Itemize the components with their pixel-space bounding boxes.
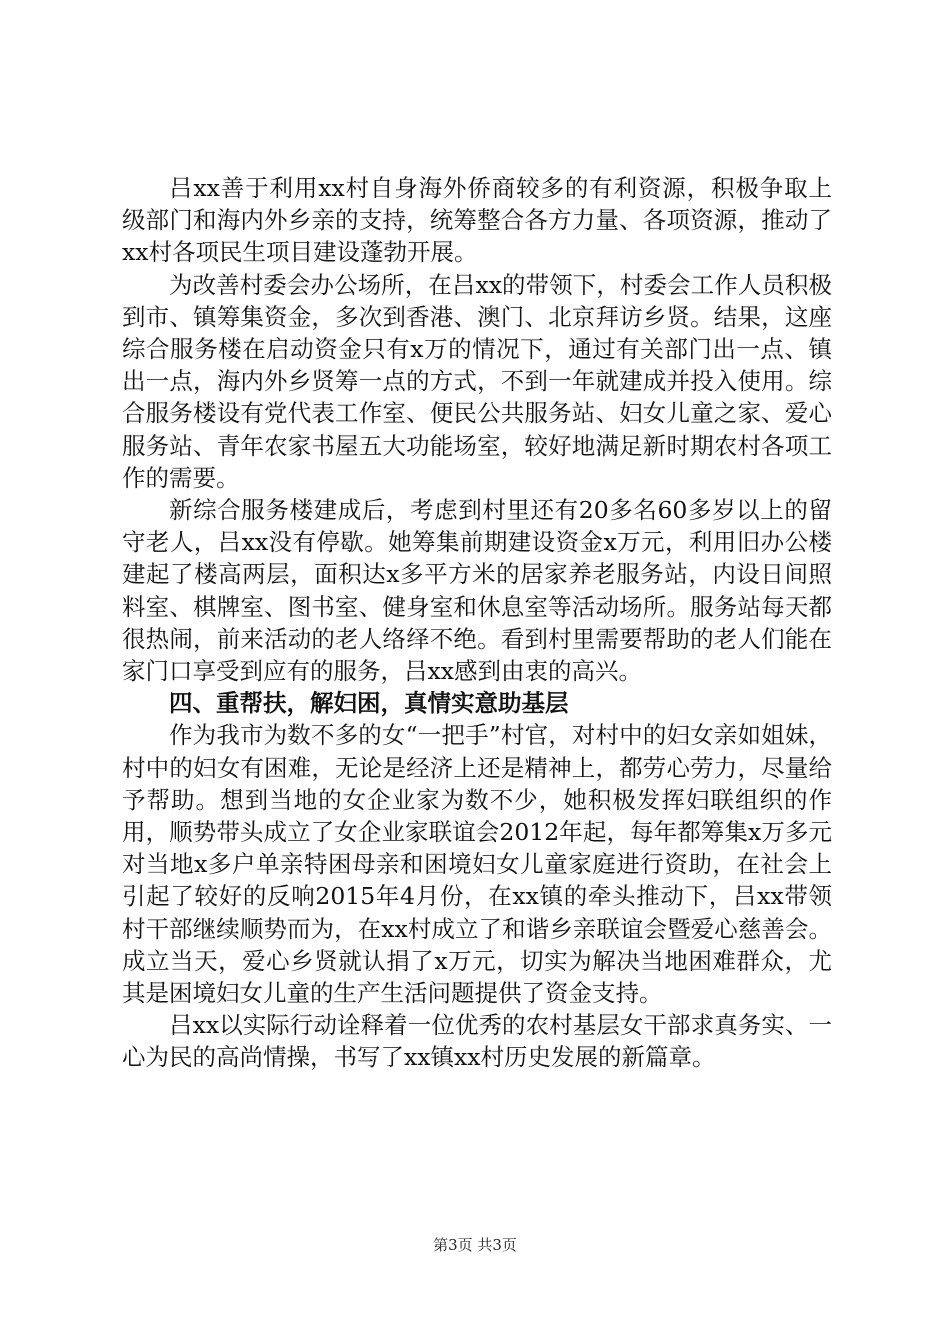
- document-body: [122, 172, 832, 1074]
- paragraph: 吕xx善于利用xx村自身海外侨商较多的有利资源，积极争取上级部门和海内外乡亲的支持，统筹整合各方力量、各项资源，推动了xx村各项民生项目建设蓬勃开展。: [122, 174, 832, 267]
- paragraph: 新综合服务楼建成后，考虑到村里还有20多名60多岁以上的留守老人，吕xx没有停歇。她筹集前期建设资金x万元，利用旧办公楼建起了楼高两层，面积达x多平方米的居家养老服务站，内设日间照料室、棋牌室、图书室、健身室和休息室等活动场所。服务站每天都很热闹，前来活动的老人络绎不绝。看到村里需要帮助的老人们能在家门口享受到应有的服务，吕xx感到由衷的高兴。: [122, 496, 832, 686]
- paragraph: 为改善村委会办公场所，在吕xx的带领下，村委会工作人员积极到市、镇筹集资金，多次到香港、澳门、北京拜访乡贤。结果，这座综合服务楼在启动资金只有x万的情况下，通过有关部门出一点、镇出一点，海内外乡贤筹一点的方式，不到一年就建成并投入使用。综合服务楼设有党代表工作室、便民公共服务站、妇女儿童之家、爱心服务站、青年农家书屋五大功能场室，较好地满足新时期农村各项工作的需要。: [122, 270, 832, 492]
- paragraph: 作为我市为数不多的女“一把手”村官，对村中的妇女亲如姐妹，村中的妇女有困难，无论是经济上还是精神上，都劳心劳力，尽量给予帮助。想到当地的女企业家为数不少，她积极发挥妇联组织的作用，顺势带头成立了女企业家联谊会2012年起，每年都筹集x万多元对当地x多户单亲特困母亲和困境妇女儿童家庭进行资助，在社会上引起了较好的反响2015年4月份，在xx镇的牵头推动下，吕xx带领村干部继续顺势而为，在xx村成立了和谐乡亲联谊会暨爱心慈善会。成立当天，爱心乡贤就认捐了x万元，切实为解决当地困难群众，尤其是困境妇女儿童的生产生活问题提供了资金支持。: [122, 721, 832, 1008]
- section-heading: 四、重帮扶，解妇困，真情实意助基层: [169, 689, 569, 718]
- paragraph: 吕xx以实际行动诠释着一位优秀的农村基层女干部求真务实、一心为民的高尚情操，书写了xx镇xx村历史发展的新篇章。: [122, 1011, 832, 1072]
- page-number-footer: 第3页 共3页: [433, 1236, 517, 1254]
